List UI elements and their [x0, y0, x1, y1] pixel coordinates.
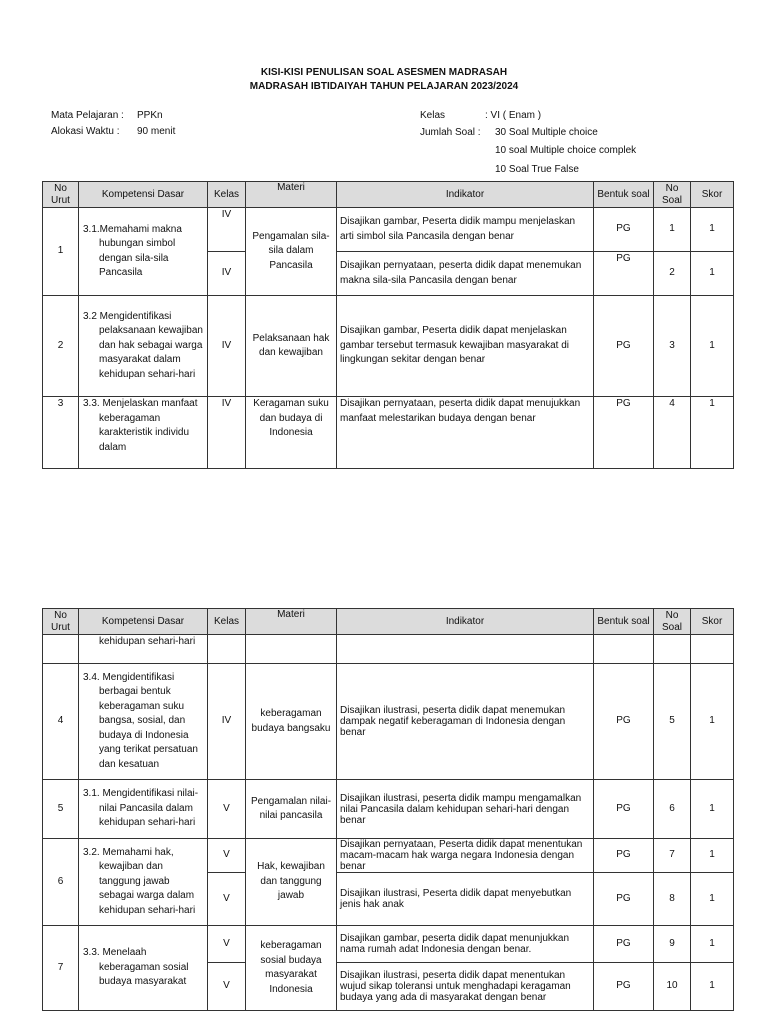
score-cell: 1: [691, 397, 734, 469]
indicator-cell: Disajikan ilustrasi, peserta didik dapat menentukan wujud sikap toleransi untuk menghadapi keragaman budaya yang ada di masyarakat dengan benar: [337, 963, 594, 1011]
indicator-cell: Disajikan gambar, peserta didik dapat menunjukkan nama rumah adat Indonesia dengan benar.: [337, 926, 594, 963]
col-header-indikator: Indikator: [337, 182, 594, 208]
question-number-cell: 3: [654, 296, 691, 397]
table-header-row: [43, 182, 734, 208]
class-cell: [208, 635, 246, 664]
class-cell: V: [208, 839, 246, 873]
table-row: [43, 839, 734, 873]
question-count-line2: 10 soal Multiple choice complek: [495, 145, 637, 156]
indicator-cell: Disajikan ilustrasi, Peserta didik dapat menyebutkan jenis hak anak: [337, 873, 594, 926]
form-cell: PG: [594, 839, 654, 873]
competency-text: 3.3. Menjelaskan manfaat keberagaman karakteristik individu dalam: [83, 398, 198, 453]
indicator-cell: Disajikan gambar, Peserta didik mampu menjelaskan arti simbol sila Pancasila dengan benar: [337, 208, 594, 252]
competency-cell: [79, 397, 208, 469]
subject-label: Mata Pelajaran :: [51, 110, 124, 121]
row-number: 6: [43, 839, 79, 926]
score-cell: 1: [691, 664, 734, 780]
col-header-materi: Materi: [246, 609, 337, 635]
score-cell: 1: [691, 208, 734, 252]
col-header-no-soal: No Soal: [654, 182, 691, 208]
form-cell: PG: [594, 252, 654, 296]
form-cell: PG: [594, 963, 654, 1011]
class-cell: V: [208, 780, 246, 839]
competency-text: kehidupan sehari-hari: [99, 636, 196, 647]
col-header-materi: Materi: [246, 182, 337, 208]
time-allocation-label: Alokasi Waktu :: [51, 126, 120, 137]
material-cell: Pelaksanaan hak dan kewajiban: [246, 296, 337, 397]
competency-text: 3.3. Menelaah keberagaman sosial budaya masyarakat: [83, 947, 189, 988]
material-cell: [246, 635, 337, 664]
table-row: [43, 780, 734, 839]
row-number: 1: [43, 208, 79, 296]
competency-cell: [79, 296, 208, 397]
question-number-cell: 9: [654, 926, 691, 963]
col-header-kelas: Kelas: [208, 609, 246, 635]
row-number: 5: [43, 780, 79, 839]
form-cell: PG: [594, 208, 654, 252]
material-cell: Hak, kewajiban dan tanggung jawab: [246, 839, 337, 926]
score-cell: 1: [691, 839, 734, 873]
row-number: 2: [43, 296, 79, 397]
question-number-cell: 5: [654, 664, 691, 780]
indicator-cell: Disajikan gambar, Peserta didik dapat menjelaskan gambar tersebut termasuk kewajiban masyarakat di lingkungan sekitar dengan benar: [337, 296, 594, 397]
question-number-cell: 1: [654, 208, 691, 252]
question-count-label: Jumlah Soal :: [420, 127, 481, 138]
question-number-cell: 7: [654, 839, 691, 873]
table-row: [43, 635, 734, 664]
col-header-no-urut: No Urut: [43, 609, 79, 635]
competency-text: 3.4. Mengidentifikasi berbagai bentuk keberagaman suku bangsa, sosial, dan budaya di Indonesia yang terikat persatuan dan kesatuan: [83, 671, 198, 770]
col-header-skor: Skor: [691, 609, 734, 635]
indicator-cell: Disajikan pernyataan, Peserta didik dapat menentukan macam-macam hak warga negara Indonesia dengan benar: [337, 839, 594, 873]
indicator-cell: [337, 635, 594, 664]
col-header-kompetensi: Kompetensi Dasar: [79, 182, 208, 208]
competency-cell: [79, 839, 208, 926]
form-cell: [594, 635, 654, 664]
class-cell: IV: [208, 397, 246, 469]
col-header-no-soal: No Soal: [654, 609, 691, 635]
competency-text: 3.2 Mengidentifikasi pelaksanaan kewajiban dan hak sebagai warga masyarakat dalam kehidupan sehari-hari: [83, 310, 203, 380]
grid-table-page1: [42, 181, 734, 469]
form-cell: PG: [594, 664, 654, 780]
score-cell: 1: [691, 963, 734, 1011]
class-label: Kelas: [420, 110, 446, 121]
question-number-cell: 10: [654, 963, 691, 1011]
score-cell: 1: [691, 296, 734, 397]
indicator-cell: Disajikan pernyataan, peserta didik dapat menemukan makna sila-sila Pancasila dengan benar: [337, 252, 594, 296]
form-cell: PG: [594, 926, 654, 963]
question-number-cell: 6: [654, 780, 691, 839]
row-number: [43, 635, 79, 664]
subject-value: PPKn: [137, 110, 163, 121]
indicator-cell: Disajikan ilustrasi, peserta didik dapat menemukan dampak negatif keberagaman di Indonesia dengan benar: [337, 664, 594, 780]
col-header-kompetensi: Kompetensi Dasar: [79, 609, 208, 635]
row-number: 4: [43, 664, 79, 780]
score-cell: 1: [691, 926, 734, 963]
document-title-line1: KISI-KISI PENULISAN SOAL ASESMEN MADRASAH: [260, 67, 508, 78]
table-row: [43, 296, 734, 397]
competency-text: 3.1. Mengidentifikasi nilai-nilai Pancasila dalam kehidupan sehari-hari: [83, 788, 199, 829]
question-number-cell: 8: [654, 873, 691, 926]
col-header-bentuk: Bentuk soal: [594, 182, 654, 208]
form-cell: PG: [594, 873, 654, 926]
table-row: [43, 397, 734, 469]
material-cell: keberagaman budaya bangsaku: [246, 664, 337, 780]
score-cell: 1: [691, 252, 734, 296]
class-cell: IV: [208, 208, 246, 252]
form-cell: PG: [594, 397, 654, 469]
table-header-row: [43, 609, 734, 635]
class-cell: IV: [208, 664, 246, 780]
col-header-skor: Skor: [691, 182, 734, 208]
competency-cell: [79, 664, 208, 780]
question-number-cell: [654, 635, 691, 664]
material-cell: Keragaman suku dan budaya di Indonesia: [246, 397, 337, 469]
class-cell: IV: [208, 296, 246, 397]
material-cell: Pengamalan sila-sila dalam Pancasila: [246, 208, 337, 296]
competency-cell: [79, 635, 208, 664]
score-cell: 1: [691, 780, 734, 839]
document-title-line2: MADRASAH IBTIDAIYAH TAHUN PELAJARAN 2023/2024: [249, 81, 519, 92]
row-number: 7: [43, 926, 79, 1011]
indicator-cell: Disajikan ilustrasi, peserta didik mampu mengamalkan nilai Pancasila dalam kehidupan sehari-hari dengan benar: [337, 780, 594, 839]
question-count-line3: 10 Soal True False: [495, 164, 579, 175]
form-cell: PG: [594, 296, 654, 397]
class-cell: IV: [208, 252, 246, 296]
material-cell: Pengamalan nilai-nilai pancasila: [246, 780, 337, 839]
indicator-cell: Disajikan pernyataan, peserta didik dapat menujukkan manfaat melestarikan budaya dengan benar: [337, 397, 594, 469]
question-number-cell: 2: [654, 252, 691, 296]
question-number-cell: 4: [654, 397, 691, 469]
col-header-indikator: Indikator: [337, 609, 594, 635]
competency-cell: [79, 780, 208, 839]
col-header-bentuk: Bentuk soal: [594, 609, 654, 635]
col-header-no-urut: No Urut: [43, 182, 79, 208]
table-row: [43, 664, 734, 780]
row-number: 3: [43, 397, 79, 469]
score-cell: [691, 635, 734, 664]
competency-text: 3.2. Memahami hak, kewajiban dan tanggung jawab sebagai warga dalam kehidupan sehari-hari: [83, 846, 196, 916]
score-cell: 1: [691, 873, 734, 926]
competency-cell: [79, 926, 208, 1011]
class-cell: V: [208, 926, 246, 963]
table-row: [43, 926, 734, 963]
table-row: [43, 208, 734, 252]
question-count-line1: 30 Soal Multiple choice: [495, 127, 598, 138]
material-cell: keberagaman sosial budaya masyarakat Indonesia: [246, 926, 337, 1011]
class-cell: V: [208, 963, 246, 1011]
competency-cell: [79, 208, 208, 296]
time-allocation-value: 90 menit: [137, 126, 176, 137]
class-cell: V: [208, 873, 246, 926]
form-cell: PG: [594, 780, 654, 839]
competency-text: 3.1.Memahami makna hubungan simbol dengan sila-sila Pancasila: [83, 223, 182, 278]
col-header-kelas: Kelas: [208, 182, 246, 208]
grid-table-page2: [42, 608, 734, 1011]
class-value: : VI ( Enam ): [485, 110, 542, 121]
